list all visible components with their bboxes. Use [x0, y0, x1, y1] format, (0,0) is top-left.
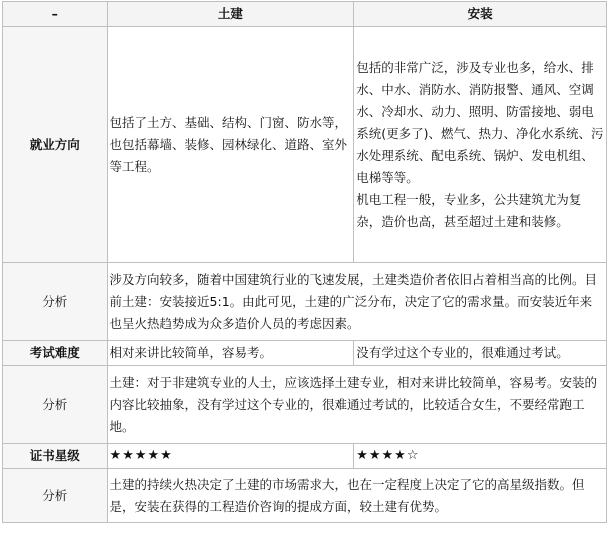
- header-anzhuang: 安装: [354, 2, 607, 27]
- analysis-label-3: 分析: [3, 469, 108, 523]
- rating-label: 证书星级: [3, 444, 108, 469]
- career-row: [3, 27, 607, 263]
- rating-anzhuang-stars: ★★★★☆: [354, 444, 607, 469]
- career-label: 就业方向: [3, 27, 108, 263]
- difficulty-label: 考试难度: [3, 341, 108, 366]
- career-anzhuang-cell: [354, 27, 607, 263]
- analysis-label-1: 分析: [3, 263, 108, 341]
- difficulty-anzhuang: 没有学过这个专业的，很难通过考试。: [354, 341, 607, 366]
- difficulty-row: [3, 341, 607, 366]
- analysis-text-1: 涉及方向较多，随着中国建筑行业的飞速发展，土建类造价者依旧占着相当高的比例。目前土建：安装接近5:1。由此可见，土建的广泛分布，决定了它的需求量。而安装近年来也呈火热趋势成为众多造价人员的考虑因素。: [107, 263, 606, 341]
- analysis-text-3: 土建的持续火热决定了土建的市场需求大，也在一定程度上决定了它的高星级指数。但是，安装在获得的工程造价咨询的提成方面，较土建有优势。: [107, 469, 606, 523]
- difficulty-tujian: 相对来讲比较简单，容易考。: [107, 341, 354, 366]
- header-row: [3, 2, 607, 27]
- rating-tujian-stars: ★★★★★: [107, 444, 354, 469]
- comparison-table: [2, 1, 607, 523]
- analysis-text-2: 土建：对于非建筑专业的人士，应该选择土建专业，相对来讲比较简单，容易考。安装的内容比较抽象，没有学过这个专业的，很难通过考试的，比较适合女生，不要经常跑工地。: [107, 366, 606, 444]
- header-tujian: 土建: [107, 2, 354, 27]
- career-anzhuang-paragraph-1: 包括的非常广泛，涉及专业也多，给水、排水、中水、消防水、消防报警、通风、空调水、冷却水、动力、照明、防雷接地、弱电系统(更多了)、燃气、热力、净化水系统、污水处理系统、配电系统、锅炉、发电机组、电梯等等。: [356, 59, 604, 185]
- career-anzhuang-paragraph-2: 机电工程一般，专业多，公共建筑尤为复杂，造价也高，甚至超过土建和装修。: [356, 191, 582, 229]
- analysis-row-1: [3, 263, 607, 341]
- analysis-row-2: [3, 366, 607, 444]
- rating-row: [3, 444, 607, 469]
- analysis-row-3: [3, 469, 607, 523]
- header-corner-cell: –: [3, 2, 108, 27]
- analysis-label-2: 分析: [3, 366, 108, 444]
- career-tujian-cell: 包括了土方、基础、结构、门窗、防水等，也包括幕墙、装修、园林绿化、道路、室外等工程。: [107, 27, 354, 263]
